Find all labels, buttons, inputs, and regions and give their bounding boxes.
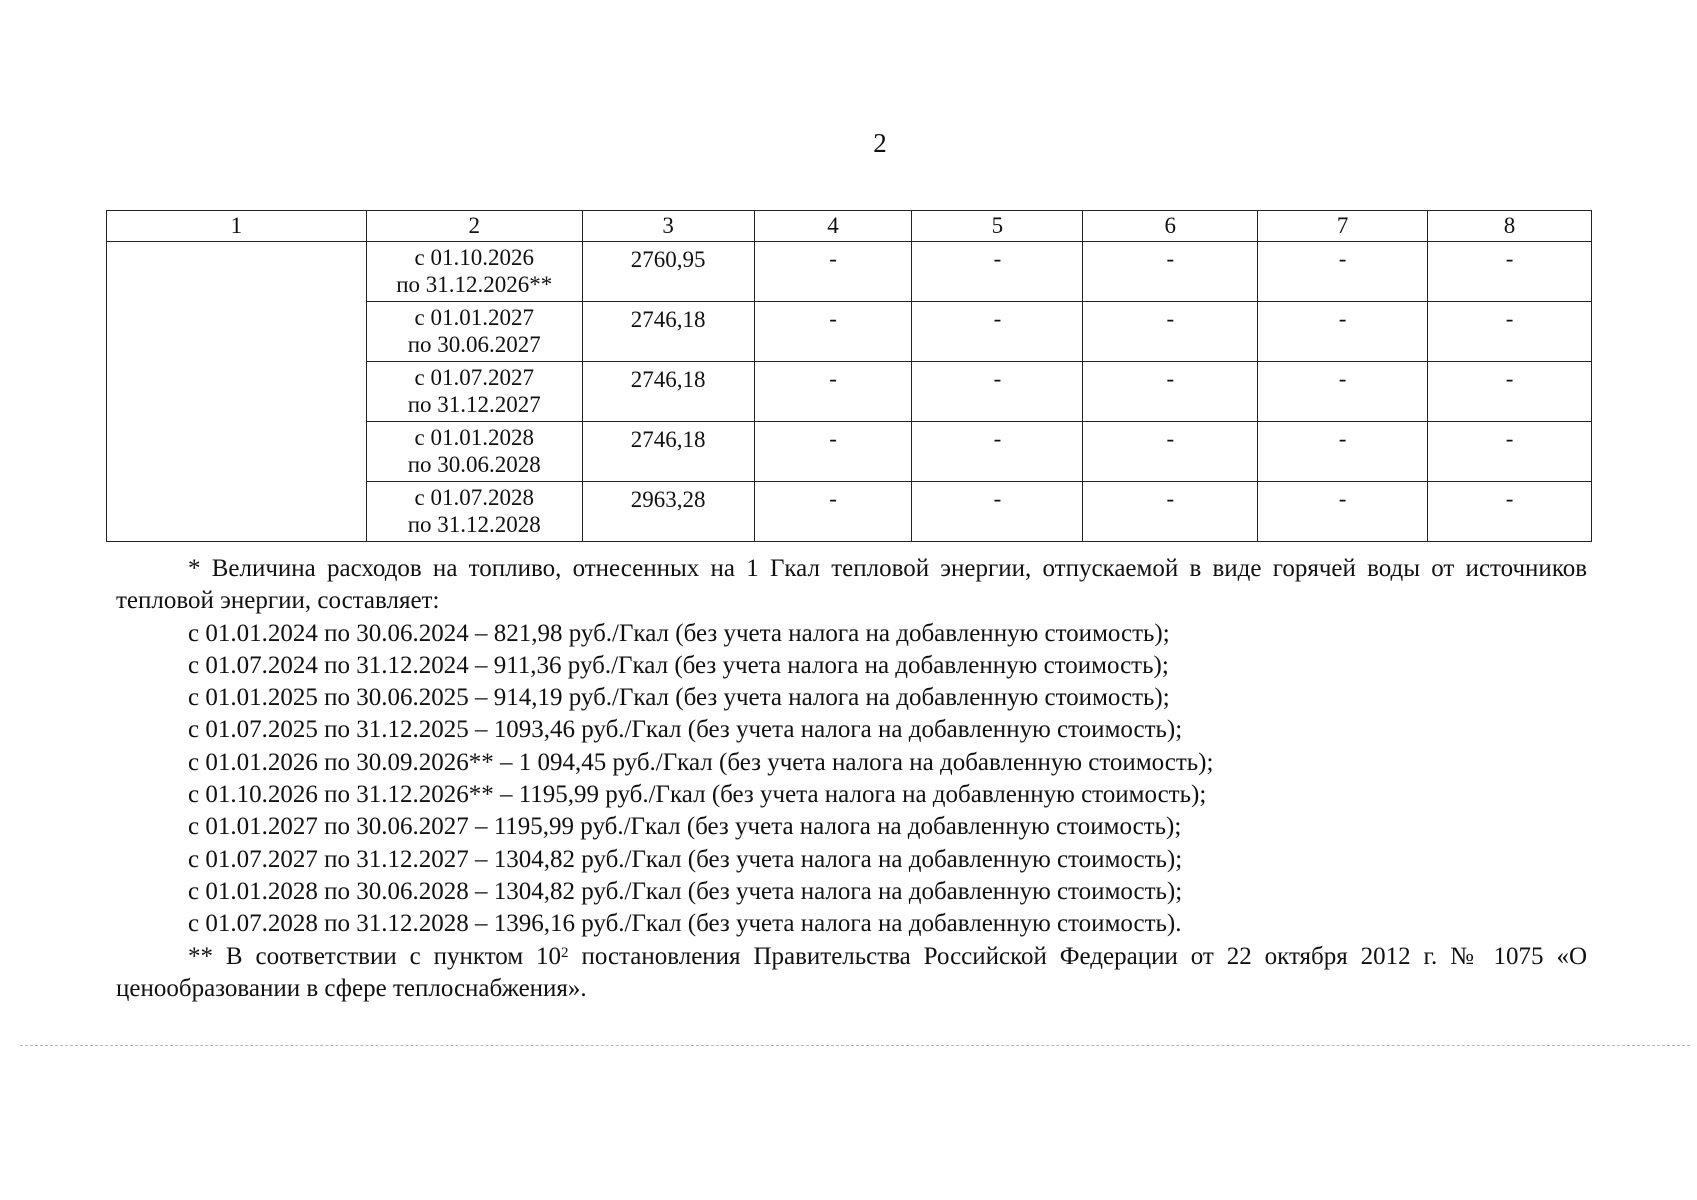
- footnotes: [116, 553, 1587, 1005]
- scan-divider-line: [20, 1045, 1690, 1046]
- column-number: 6: [1083, 211, 1258, 242]
- period-end: по 30.06.2028: [407, 452, 541, 477]
- dash-cell: -: [912, 422, 1083, 482]
- value-cell: 2760,95: [582, 242, 754, 302]
- dash-cell: -: [912, 242, 1083, 302]
- footnote-fuel-cost-item: с 01.01.2027 по 30.06.2027 – 1195,99 руб./Гкал (без учета налога на добавленную стоимость);: [188, 813, 1182, 841]
- column-number: 4: [754, 211, 912, 242]
- legal-reference-superscript: 2: [561, 944, 569, 961]
- tariff-table: [106, 210, 1592, 542]
- page-number: 2: [873, 128, 887, 158]
- dash-cell: -: [1258, 422, 1428, 482]
- dash-cell: -: [912, 362, 1083, 422]
- dash-cell: -: [754, 302, 912, 362]
- dash-cell: -: [754, 482, 912, 542]
- dash-cell: -: [1428, 482, 1592, 542]
- footnote-fuel-cost-item: с 01.07.2024 по 31.12.2024 – 911,36 руб./Гкал (без учета налога на добавленную стоимость);: [188, 651, 1169, 679]
- period-end: по 31.12.2028: [407, 512, 541, 537]
- footnote-fuel-cost-item: с 01.07.2027 по 31.12.2027 – 1304,82 руб./Гкал (без учета налога на добавленную стоимость);: [188, 845, 1183, 873]
- footnote-fuel-cost-item: с 01.01.2028 по 30.06.2028 – 1304,82 руб./Гкал (без учета налога на добавленную стоимость);: [188, 877, 1183, 905]
- dash-cell: -: [1083, 302, 1258, 362]
- dash-cell: -: [1083, 422, 1258, 482]
- footnote-fuel-cost-item: с 01.01.2026 по 30.09.2026** – 1 094,45 руб./Гкал (без учета налога на добавленную стоимость);: [188, 748, 1214, 776]
- footnote-fuel-cost-item: с 01.07.2028 по 31.12.2028 – 1396,16 руб./Гкал (без учета налога на добавленную стоимость).: [188, 910, 1182, 938]
- dash-cell: -: [912, 302, 1083, 362]
- column-number: 8: [1428, 211, 1592, 242]
- period-cell: [366, 362, 582, 422]
- table-header-row: [107, 211, 1592, 242]
- dash-cell: -: [1428, 422, 1592, 482]
- value-cell: 2963,28: [582, 482, 754, 542]
- footnote-fuel-cost-item: с 01.01.2024 по 30.06.2024 – 821,98 руб./Гкал (без учета налога на добавленную стоимость);: [188, 619, 1170, 647]
- period-start: с 01.10.2026: [414, 245, 534, 270]
- footnote-fuel-cost-item: с 01.07.2025 по 31.12.2025 – 1093,46 руб./Гкал (без учета налога на добавленную стоимость);: [188, 716, 1183, 744]
- dash-cell: -: [1428, 302, 1592, 362]
- dash-cell: -: [1258, 362, 1428, 422]
- period-start: с 01.07.2027: [414, 365, 534, 390]
- dash-cell: -: [1428, 242, 1592, 302]
- period-cell: [366, 482, 582, 542]
- merged-empty-cell: [107, 242, 367, 542]
- dash-cell: -: [912, 482, 1083, 542]
- dash-cell: -: [1083, 362, 1258, 422]
- period-cell: [366, 302, 582, 362]
- column-number: 1: [107, 211, 367, 242]
- column-number: 3: [582, 211, 754, 242]
- column-number: 5: [912, 211, 1083, 242]
- dash-cell: -: [754, 242, 912, 302]
- footnote-fuel-cost-item: с 01.01.2025 по 30.06.2025 – 914,19 руб./Гкал (без учета налога на добавленную стоимость);: [188, 684, 1170, 712]
- dash-cell: -: [754, 422, 912, 482]
- period-end: по 30.06.2027: [407, 332, 541, 357]
- column-number: 2: [366, 211, 582, 242]
- period-start: с 01.01.2027: [414, 305, 534, 330]
- dash-cell: -: [1258, 482, 1428, 542]
- value-cell: 2746,18: [582, 362, 754, 422]
- value-cell: 2746,18: [582, 422, 754, 482]
- dash-cell: -: [1258, 302, 1428, 362]
- table-row: [107, 242, 1592, 302]
- footnote-fuel-cost-item: с 01.10.2026 по 31.12.2026** – 1195,99 руб./Гкал (без учета налога на добавленную стоимость);: [188, 781, 1207, 809]
- footnote-fuel-cost-intro: * Величина расходов на топливо, отнесенных на 1 Гкал тепловой энергии, отпускаемой в виде горячей воды от источников тепловой энергии, составляет:: [116, 555, 1587, 615]
- period-end: по 31.12.2027: [407, 392, 541, 417]
- dash-cell: -: [754, 362, 912, 422]
- period-start: с 01.07.2028: [414, 485, 534, 510]
- period-cell: [366, 422, 582, 482]
- legal-reference-end: постановления Правительства Российской Федерации от 22 октября 2012 г. № 1075 «О ценообразовании в сфере теплоснабжения».: [116, 942, 1587, 1002]
- period-cell: [366, 242, 582, 302]
- column-number: 7: [1258, 211, 1428, 242]
- legal-reference-start: ** В соответствии с пунктом 10: [188, 942, 562, 970]
- dash-cell: -: [1083, 482, 1258, 542]
- footnote-legal-reference: [116, 941, 1587, 1006]
- dash-cell: -: [1083, 242, 1258, 302]
- value-cell: 2746,18: [582, 302, 754, 362]
- dash-cell: -: [1428, 362, 1592, 422]
- period-end: по 31.12.2026**: [396, 272, 553, 297]
- period-start: с 01.01.2028: [414, 425, 534, 450]
- dash-cell: -: [1258, 242, 1428, 302]
